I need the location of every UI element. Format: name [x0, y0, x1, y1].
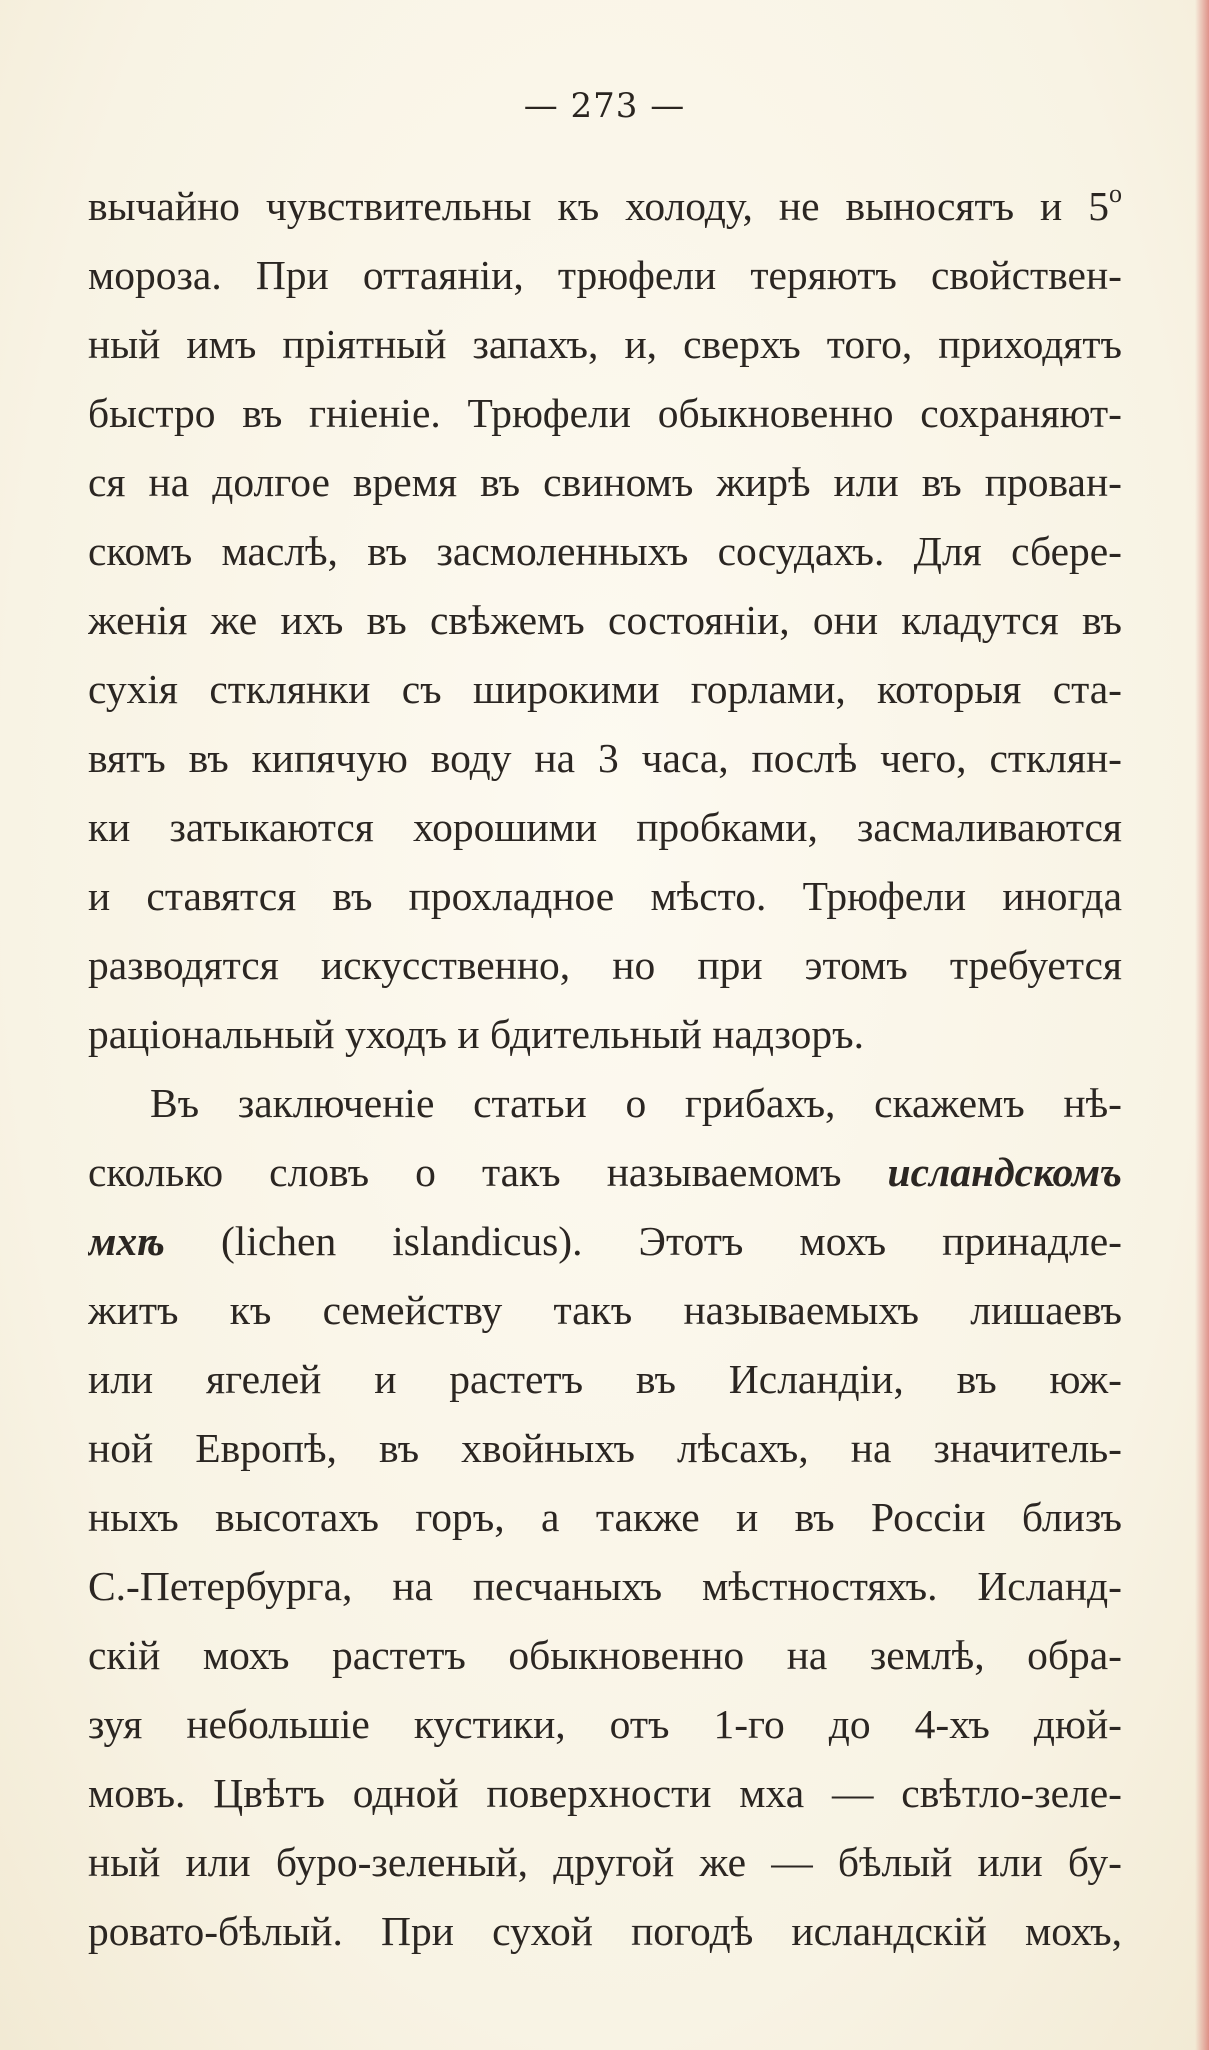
- text-line: скій мохъ растетъ обыкновенно на землѣ, обра-: [88, 1632, 1122, 1678]
- text-line: женія же ихъ въ свѣжемъ состояніи, они кладутся въ: [88, 597, 1122, 643]
- page-edge-stain: [1195, 0, 1209, 2050]
- text-line: зуя небольшіе кустики, отъ 1-го до 4-хъ дюй-: [88, 1701, 1122, 1747]
- paragraph-start-line: Въ заключеніе статьи о грибахъ, скажемъ нѣ-: [150, 1080, 1122, 1126]
- text-line: ровато-бѣлый. При сухой погодѣ исландскій мохъ,: [88, 1908, 1122, 1954]
- text-line: [88, 172, 1122, 241]
- text-line: скомъ маслѣ, въ засмоленныхъ сосудахъ. Для сбере-: [88, 528, 1122, 574]
- text-line: С.-Петербурга, на песчаныхъ мѣстностяхъ. Исланд-: [88, 1563, 1122, 1609]
- text-line: мороза. При оттаяніи, трюфели теряютъ свойствен-: [88, 252, 1122, 298]
- text-line: быстро въ гніеніе. Трюфели обыкновенно сохраняют-: [88, 390, 1122, 436]
- paragraph-end-line: раціональный уходъ и бдительный надзоръ.: [88, 1011, 864, 1057]
- text-line: житъ къ семейству такъ называемыхъ лишаевъ: [88, 1287, 1122, 1333]
- text-line: ныхъ высотахъ горъ, а также и въ Россіи близъ: [88, 1494, 1122, 1540]
- text-line: ный или буро-зеленый, другой же — бѣлый или бу-: [88, 1839, 1122, 1885]
- text-line: или ягелей и растетъ въ Исландіи, въ юж-: [88, 1356, 1122, 1402]
- text-line: вятъ въ кипячую воду на 3 часа, послѣ чего, стклян-: [88, 735, 1122, 781]
- text-line: разводятся искусственно, но при этомъ требуется: [88, 942, 1122, 988]
- text-line: [88, 1138, 1122, 1207]
- text-line: ки затыкаются хорошими пробками, засмаливаются: [88, 804, 1122, 850]
- text-segment: сколько словъ о такъ называемомъ: [88, 1149, 888, 1195]
- italic-term: исландскомъ: [887, 1149, 1122, 1195]
- page-number: — 273 —: [523, 86, 686, 126]
- italic-term: мхѣ: [88, 1218, 165, 1264]
- text-line: ный имъ пріятный запахъ, и, сверхъ того, приходятъ: [88, 321, 1122, 367]
- text-line: мовъ. Цвѣтъ одной поверхности мха — свѣтло-зеле-: [88, 1770, 1122, 1816]
- text-line: и ставятся въ прохладное мѣсто. Трюфели иногда: [88, 873, 1122, 919]
- degree-superscript: о: [1109, 179, 1122, 208]
- text-line: ной Европѣ, въ хвойныхъ лѣсахъ, на значитель-: [88, 1425, 1122, 1471]
- text-line: сухія стклянки съ широкими горлами, которыя ста-: [88, 666, 1122, 712]
- text-segment: вычайно чувствительны къ холоду, не выносятъ и 5: [88, 183, 1109, 229]
- text-line: [88, 1207, 1122, 1276]
- body-text: [88, 172, 1122, 1966]
- text-segment: (lichen islandicus). Этотъ мохъ принадле-: [164, 1218, 1122, 1264]
- text-line: ся на долгое время въ свиномъ жирѣ или въ прован-: [88, 459, 1122, 505]
